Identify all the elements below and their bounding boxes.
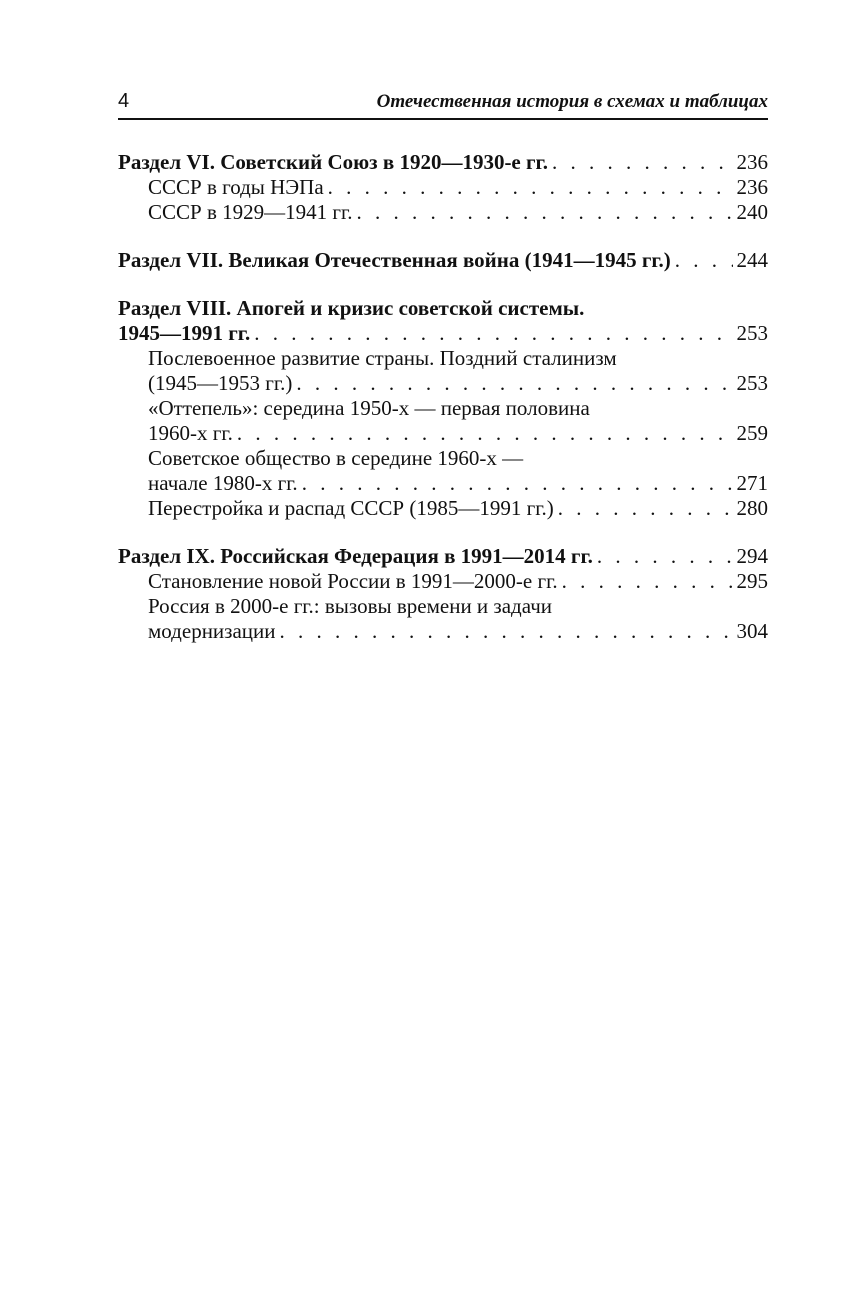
running-header xyxy=(118,88,768,120)
toc-entry-title-line[interactable] xyxy=(118,346,768,371)
toc-page-number: 280 xyxy=(736,496,768,520)
toc-page-number: 253 xyxy=(736,371,768,395)
toc-entry[interactable] xyxy=(118,471,768,496)
toc-entry-title: «Оттепель»: середина 1950-х — первая половина xyxy=(148,396,590,420)
toc-entry-title: Становление новой России в 1991—2000-е гг. xyxy=(148,569,558,593)
toc-section-8 xyxy=(118,296,768,521)
dot-leader xyxy=(597,544,733,569)
toc-entry[interactable] xyxy=(118,421,768,446)
toc-entry-title-line[interactable] xyxy=(118,594,768,619)
toc-section-9 xyxy=(118,544,768,644)
toc-entry-title: (1945—1953 гг.) xyxy=(148,371,293,395)
toc-entry-title: начале 1980-х гг. xyxy=(148,471,298,495)
toc-entry[interactable] xyxy=(118,544,768,569)
toc-page-number: 304 xyxy=(736,619,768,643)
toc-entry[interactable] xyxy=(118,371,768,396)
toc-page-number: 271 xyxy=(736,471,768,495)
toc-entry[interactable] xyxy=(118,496,768,521)
dot-leader xyxy=(552,150,733,175)
toc-entry-title: Раздел VI. Советский Союз в 1920—1930-е гг. xyxy=(118,150,548,174)
dot-leader xyxy=(558,496,733,521)
toc-entry[interactable] xyxy=(118,321,768,346)
toc-page-number: 236 xyxy=(736,150,768,174)
dot-leader xyxy=(562,569,733,594)
dot-leader xyxy=(675,248,733,273)
dot-leader xyxy=(254,321,732,346)
page-number: 4 xyxy=(118,90,130,112)
toc-entry-title: 1960-х гг. xyxy=(148,421,233,445)
toc-entry-title-line[interactable] xyxy=(118,396,768,421)
toc-page-number: 253 xyxy=(736,321,768,345)
toc-section-7 xyxy=(118,248,768,273)
dot-leader xyxy=(328,175,733,200)
toc-page-number: 244 xyxy=(736,248,768,272)
toc-entry-title: Послевоенное развитие страны. Поздний сталинизм xyxy=(148,346,617,370)
toc-entry[interactable] xyxy=(118,619,768,644)
toc-entry-title: 1945—1991 гг. xyxy=(118,321,251,345)
toc-entry-title: Перестройка и распад СССР (1985—1991 гг.) xyxy=(148,496,554,520)
toc-page-number: 240 xyxy=(736,200,768,224)
dot-leader xyxy=(356,200,732,225)
dot-leader xyxy=(302,471,733,496)
toc-entry-title: Россия в 2000-е гг.: вызовы времени и задачи xyxy=(148,594,553,618)
dot-leader xyxy=(296,371,732,396)
toc-entry-title-line[interactable] xyxy=(118,296,768,321)
dot-leader xyxy=(280,619,733,644)
toc-entry[interactable] xyxy=(118,150,768,175)
toc-entry[interactable] xyxy=(118,569,768,594)
toc-entry[interactable] xyxy=(118,200,768,225)
dot-leader xyxy=(237,421,733,446)
toc-page-number: 236 xyxy=(736,175,768,199)
running-title: Отечественная история в схемах и таблицах xyxy=(376,91,768,112)
toc-entry-title: Раздел VII. Великая Отечественная война (1941—1945 гг.) xyxy=(118,248,671,272)
toc-entry-title: Раздел IX. Российская Федерация в 1991—2014 гг. xyxy=(118,544,593,568)
table-of-contents xyxy=(118,150,768,667)
toc-entry-title: Раздел VIII. Апогей и кризис советской системы. xyxy=(118,296,585,320)
toc-page-number: 295 xyxy=(736,569,768,593)
toc-page-number: 294 xyxy=(736,544,768,568)
toc-page-number: 259 xyxy=(736,421,768,445)
toc-entry-title: СССР в годы НЭПа xyxy=(148,175,324,199)
toc-section-6 xyxy=(118,150,768,225)
toc-entry-title: модернизации xyxy=(148,619,276,643)
toc-entry[interactable] xyxy=(118,248,768,273)
toc-entry[interactable] xyxy=(118,175,768,200)
toc-entry-title-line[interactable] xyxy=(118,446,768,471)
toc-entry-title: Советское общество в середине 1960-х — xyxy=(148,446,524,470)
toc-entry-title: СССР в 1929—1941 гг. xyxy=(148,200,353,224)
